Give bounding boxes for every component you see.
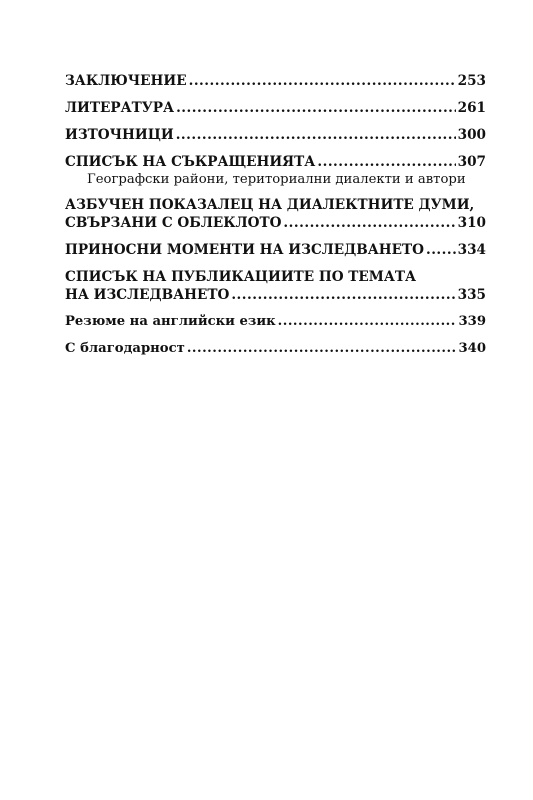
toc-entry-page: 340	[458, 341, 486, 356]
dot-leader	[189, 72, 456, 90]
toc-entry-subtitle: Географски райони, териториални диалекти и автори	[87, 172, 466, 187]
dot-leader	[231, 286, 455, 304]
dot-leader	[317, 153, 455, 171]
toc-entry-sources[interactable]	[65, 126, 486, 144]
toc-entry-acknowledgements[interactable]	[65, 340, 486, 358]
toc-entry-title: Резюме на английски език	[65, 314, 276, 329]
toc-entry-page: 334	[457, 242, 486, 258]
toc-entry-title: ЗАКЛЮЧЕНИЕ	[65, 73, 187, 89]
toc-entry-page: 339	[458, 314, 486, 329]
toc-entry-contributions[interactable]	[65, 241, 486, 259]
toc-entry-page: 253	[457, 73, 486, 89]
dot-leader	[426, 241, 456, 259]
dot-leader	[278, 313, 457, 331]
dot-leader	[176, 99, 456, 117]
toc-entry-title-line2: НА ИЗСЛЕДВАНЕТО	[65, 287, 230, 303]
toc-entry-abbreviations[interactable]	[65, 153, 486, 189]
toc-entry-page: 310	[457, 215, 486, 231]
dot-leader	[176, 126, 456, 144]
toc-entry-title: ЛИТЕРАТУРА	[65, 100, 175, 116]
toc-entry-english-summary[interactable]	[65, 313, 486, 331]
toc-entry-title-line1: АЗБУЧЕН ПОКАЗАЛЕЦ НА ДИАЛЕКТНИТЕ ДУМИ,	[65, 197, 475, 213]
toc-entry-page: 300	[457, 127, 486, 143]
toc-entry-title: СПИСЪК НА СЪКРАЩЕНИЯТА	[65, 154, 316, 170]
toc-entry-literature[interactable]	[65, 99, 486, 117]
toc-entry-title-line2: СВЪРЗАНИ С ОБЛЕКЛОТО	[65, 215, 282, 231]
toc-entry-dialect-index[interactable]	[65, 196, 486, 232]
toc-entry-page: 261	[457, 100, 486, 116]
toc-entry-title: ПРИНОСНИ МОМЕНТИ НА ИЗСЛЕДВАНЕТО	[65, 242, 424, 258]
table-of-contents	[65, 72, 486, 358]
toc-entry-page: 307	[457, 154, 486, 170]
toc-entry-title-line1: СПИСЪК НА ПУБЛИКАЦИИТЕ ПО ТЕМАТА	[65, 269, 417, 285]
dot-leader	[187, 340, 457, 358]
toc-entry-page: 335	[457, 287, 486, 303]
dot-leader	[283, 214, 455, 232]
toc-entry-title: С благодарност	[65, 341, 185, 356]
toc-entry-conclusion[interactable]	[65, 72, 486, 90]
toc-entry-title: ИЗТОЧНИЦИ	[65, 127, 174, 143]
toc-entry-publications[interactable]	[65, 268, 486, 304]
